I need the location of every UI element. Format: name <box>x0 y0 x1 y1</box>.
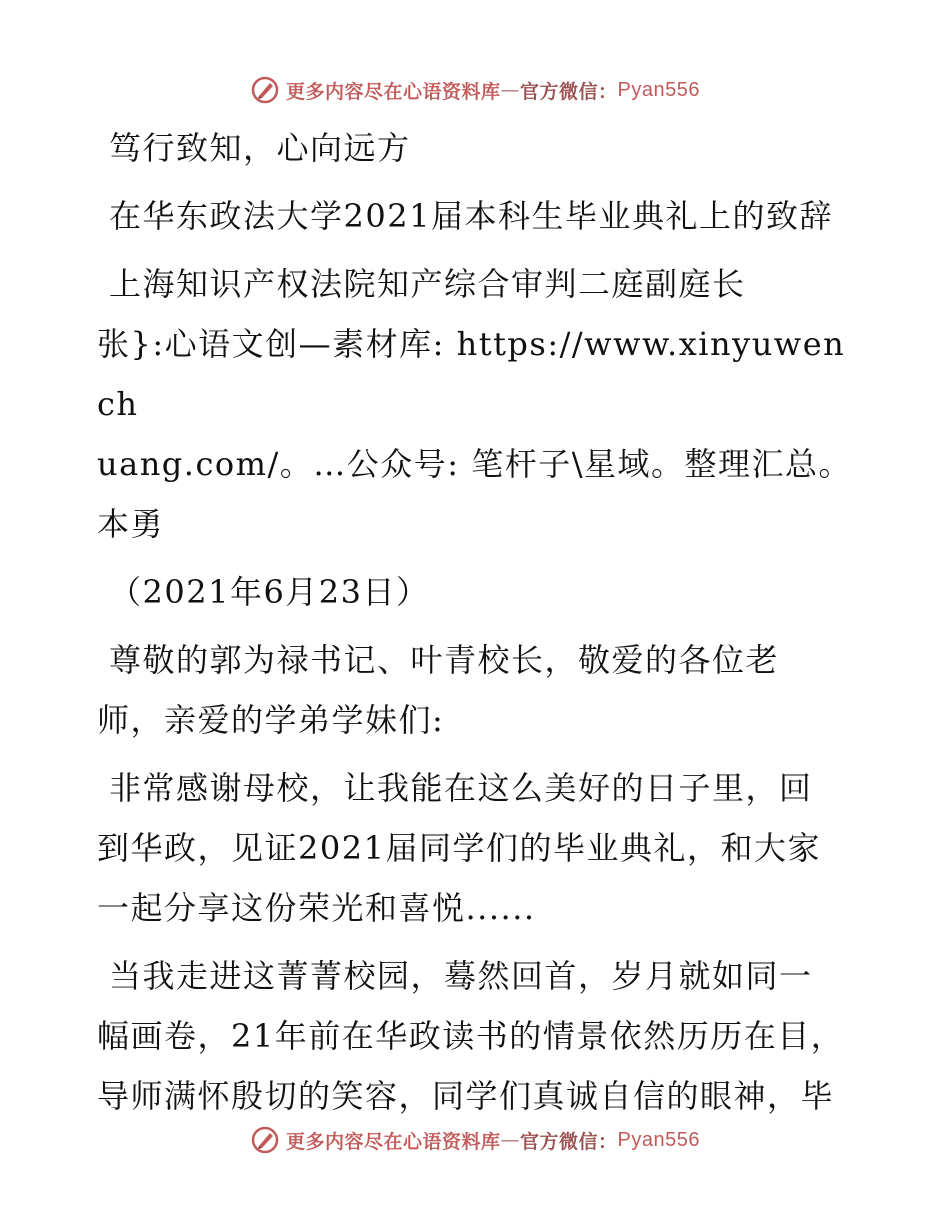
document-body <box>97 118 857 1126</box>
pen-logo-icon <box>250 75 280 105</box>
speaker-line-3: uang.com/。…公众号: 笔杆子\星域。整理汇总。 <box>97 445 853 483</box>
footer-banner <box>0 1120 950 1160</box>
banner-main-text: 更多内容尽在心语资料库 <box>286 1130 501 1153</box>
paragraph-1-line-2: 到华政，见证2021届同学们的毕业典礼，和大家 <box>97 829 821 867</box>
paragraph-1-line-1: 非常感谢母校，让我能在这么美好的日子里，回 <box>109 769 813 807</box>
paragraph-1-line-3: 一起分享这份荣光和喜悦...... <box>97 889 536 927</box>
banner-wechat-id: Pyan556 <box>617 78 700 101</box>
banner-main-text: 更多内容尽在心语资料库 <box>286 80 501 103</box>
paragraph-2-line-1: 当我走进这菁菁校园，蓦然回首，岁月就如同一 <box>109 957 813 995</box>
banner-wechat-id: Pyan556 <box>617 1128 700 1151</box>
speaker-line-4: 本勇 <box>97 505 165 543</box>
banner-separator: — <box>500 79 521 101</box>
speaker-line-2: 张}:心语文创—素材库: https://www.xinyuwench <box>97 325 846 423</box>
salutation-line-1: 尊敬的郭为禄书记、叶青校长，敬爱的各位老 <box>109 641 780 679</box>
speaker-line-1: 上海知识产权法院知产综合审判二庭副庭长 <box>109 265 746 303</box>
header-banner <box>0 70 950 110</box>
salutation-line-2: 师，亲爱的学弟学妹们: <box>97 701 445 739</box>
speech-date: （2021年6月23日） <box>109 573 430 611</box>
banner-separator: — <box>500 1129 521 1151</box>
pen-logo-icon <box>250 1125 280 1155</box>
banner-wechat-label: 官方微信： <box>520 80 618 103</box>
banner-wechat-label: 官方微信： <box>520 1130 618 1153</box>
paragraph-2-line-3: 导师满怀殷切的笑容，同学们真诚自信的眼神，毕 <box>97 1077 835 1115</box>
document-subtitle: 在华东政法大学2021届本科生毕业典礼上的致辞 <box>109 197 833 235</box>
paragraph-2-line-2: 幅画卷，21年前在华政读书的情景依然历历在目， <box>97 1017 845 1055</box>
document-title: 笃行致知，心向远方 <box>109 129 411 167</box>
